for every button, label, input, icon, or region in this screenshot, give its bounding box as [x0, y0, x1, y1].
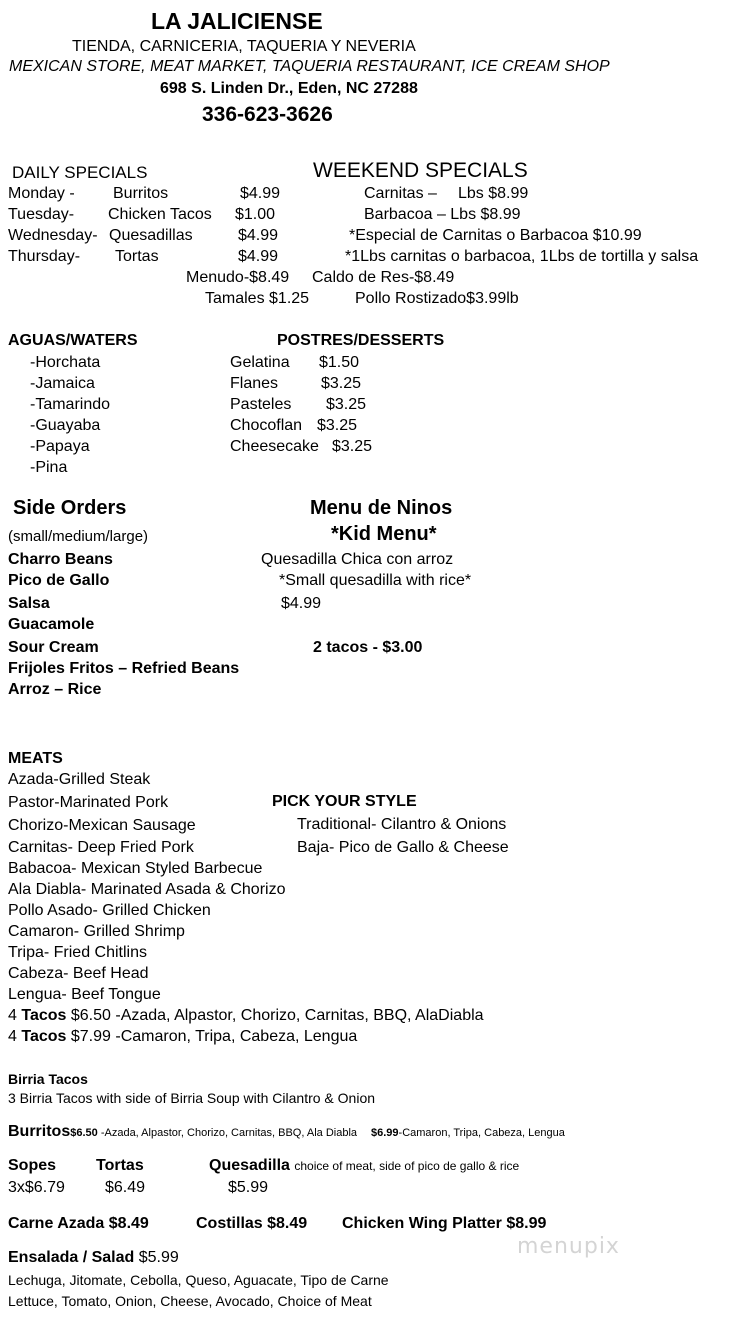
- pollo-rostizado: Pollo Rostizado$3.99lb: [355, 290, 519, 307]
- sopes-label: Sopes: [8, 1157, 57, 1174]
- list-item: Frijoles Fritos – Refried Beans: [8, 660, 240, 677]
- kids-menu-title: Menu de Ninos: [310, 497, 453, 519]
- ensalada-title: Ensalada / Salad: [8, 1249, 135, 1266]
- dessert-price: $3.25: [321, 375, 362, 392]
- list-item: Azada-Grilled Steak: [8, 771, 151, 788]
- tacos-word: Tacos: [21, 1028, 67, 1045]
- list-item: -Jamaica: [30, 375, 95, 392]
- carne-azada-platter: Carne Azada $8.49: [8, 1215, 149, 1232]
- quesadilla-desc: choice of meat, side of pico de gallo & rice: [294, 1159, 520, 1173]
- side-orders-title: Side Orders: [13, 497, 127, 519]
- list-item: Pollo Asado- Grilled Chicken: [8, 902, 211, 919]
- list-item: Pastor-Marinated Pork: [8, 794, 169, 811]
- burritos-price-1: $6.50: [70, 1127, 98, 1139]
- kids-item-price: $4.99: [281, 595, 322, 612]
- list-item: Lengua- Beef Tongue: [8, 986, 161, 1003]
- list-item: Pico de Gallo: [8, 572, 110, 589]
- list-item: Sour Cream: [8, 639, 99, 656]
- spanish-tagline: TIENDA, CARNICERIA, TAQUERIA Y NEVERIA: [72, 38, 416, 55]
- style-traditional: Traditional- Cilantro & Onions: [297, 816, 507, 833]
- quesadilla-price: $5.99: [228, 1179, 269, 1196]
- tacos-count: 4: [8, 1007, 17, 1024]
- kids-menu-subtitle: *Kid Menu*: [331, 523, 437, 545]
- tamales: Tamales $1.25: [205, 290, 310, 307]
- kids-item-english: *Small quesadilla with rice*: [279, 572, 472, 589]
- tacos-count: 4: [8, 1028, 17, 1045]
- weekend-barbacoa: Barbacoa – Lbs $8.99: [364, 206, 521, 223]
- weekend-carnitas-price: Lbs $8.99: [458, 185, 529, 202]
- list-item: Babacoa- Mexican Styled Barbecue: [8, 860, 263, 877]
- tacos-detail: $6.50 -Azada, Alpastor, Chorizo, Carnitas, BBQ, AlaDiabla: [70, 1007, 484, 1024]
- weekend-especial-detail: *1Lbs carnitas o barbacoa, 1Lbs de tortilla y salsa: [345, 248, 699, 265]
- special-day: Thursday-: [8, 248, 81, 265]
- burritos-price-2: $6.99: [371, 1127, 399, 1139]
- list-item: Chorizo-Mexican Sausage: [8, 817, 196, 834]
- special-item: Tortas: [115, 248, 159, 265]
- birria-desc: 3 Birria Tacos with side of Birria Soup with Cilantro & Onion: [8, 1090, 376, 1106]
- burritos-list-1: -Azada, Alpastor, Chorizo, Carnitas, BBQ, Ala Diabla: [100, 1127, 358, 1139]
- dessert-price: $3.25: [332, 438, 373, 455]
- list-item: -Tamarindo: [30, 396, 111, 413]
- special-day: Monday -: [8, 185, 75, 202]
- dessert-name: Cheesecake: [230, 438, 319, 455]
- tacos-word: Tacos: [21, 1007, 67, 1024]
- list-item: Ala Diabla- Marinated Asada & Chorizo: [8, 881, 286, 898]
- list-item: Cabeza- Beef Head: [8, 965, 149, 982]
- list-item: -Pina: [30, 459, 68, 476]
- ensalada-spanish: Lechuga, Jitomate, Cebolla, Queso, Aguacate, Tipo de Carne: [8, 1272, 389, 1288]
- sopes-price: 3x$6.79: [8, 1179, 65, 1196]
- tacos-detail: $7.99 -Camaron, Tripa, Cabeza, Lengua: [70, 1028, 358, 1045]
- burritos-title: Burritos: [8, 1123, 71, 1140]
- ensalada-english: Lettuce, Tomato, Onion, Cheese, Avocado, Choice of Meat: [8, 1293, 372, 1309]
- meats-title: MEATS: [8, 750, 63, 767]
- list-item: -Guayaba: [30, 417, 101, 434]
- pick-style-title: PICK YOUR STYLE: [272, 793, 417, 810]
- tacos-price-line-2: [8, 1029, 357, 1045]
- daily-specials-title: DAILY SPECIALS: [12, 163, 148, 182]
- dessert-name: Flanes: [230, 375, 279, 392]
- style-baja: Baja- Pico de Gallo & Cheese: [297, 839, 509, 856]
- burritos-list-2: -Camaron, Tripa, Cabeza, Lengua: [398, 1127, 565, 1139]
- list-item: Charro Beans: [8, 551, 113, 568]
- list-item: Arroz – Rice: [8, 681, 102, 698]
- special-item: Burritos: [113, 185, 169, 202]
- birria-title: Birria Tacos: [8, 1071, 88, 1087]
- ensalada-price: $5.99: [138, 1249, 179, 1266]
- dessert-price: $1.50: [319, 354, 360, 371]
- special-item: Chicken Tacos: [108, 206, 212, 223]
- dessert-name: Pasteles: [230, 396, 292, 413]
- side-orders-sizes: (small/medium/large): [8, 528, 149, 545]
- list-item: -Papaya: [30, 438, 90, 455]
- tortas-price: $6.49: [105, 1179, 146, 1196]
- aguas-title: AGUAS/WATERS: [8, 332, 138, 349]
- phone-number[interactable]: 336-623-3626: [202, 103, 333, 126]
- restaurant-name: LA JALICIENSE: [151, 8, 323, 34]
- address: 698 S. Linden Dr., Eden, NC 27288: [160, 80, 418, 97]
- dessert-price: $3.25: [326, 396, 367, 413]
- special-price: $4.99: [238, 248, 279, 265]
- postres-title: POSTRES/DESSERTS: [277, 332, 445, 349]
- ensalada-line: [8, 1250, 179, 1266]
- list-item: Tripa- Fried Chitlins: [8, 944, 147, 961]
- weekend-especial: *Especial de Carnitas o Barbacoa $10.99: [349, 227, 642, 244]
- quesadilla-line: [209, 1158, 519, 1174]
- dessert-name: Gelatina: [230, 354, 290, 371]
- dessert-name: Chocoflan: [230, 417, 303, 434]
- weekend-specials-title: WEEKEND SPECIALS: [313, 159, 528, 182]
- caldo-de-res: Caldo de Res-$8.49: [312, 269, 455, 286]
- burritos-line: [8, 1124, 565, 1140]
- special-item: Quesadillas: [109, 227, 193, 244]
- costillas-platter: Costillas $8.49: [196, 1215, 308, 1232]
- list-item: Carnitas- Deep Fried Pork: [8, 839, 194, 856]
- special-price: $4.99: [240, 185, 281, 202]
- tortas-label: Tortas: [96, 1157, 144, 1174]
- list-item: -Horchata: [30, 354, 101, 371]
- special-day: Wednesday-: [8, 227, 98, 244]
- kids-tacos: 2 tacos - $3.00: [313, 639, 423, 656]
- chicken-wing-platter: Chicken Wing Platter $8.99: [342, 1215, 547, 1232]
- menudo: Menudo-$8.49: [186, 269, 290, 286]
- dessert-price: $3.25: [317, 417, 358, 434]
- english-tagline: MEXICAN STORE, MEAT MARKET, TAQUERIA RESTAURANT, ICE CREAM SHOP: [9, 58, 610, 75]
- watermark-logo: menupix: [517, 1234, 620, 1259]
- special-price: $4.99: [238, 227, 279, 244]
- list-item: Salsa: [8, 595, 50, 612]
- kids-item: Quesadilla Chica con arroz: [261, 551, 454, 568]
- special-price: $1.00: [235, 206, 276, 223]
- special-day: Tuesday-: [8, 206, 75, 223]
- weekend-carnitas: Carnitas –: [364, 185, 437, 202]
- list-item: Guacamole: [8, 616, 95, 633]
- tacos-price-line-1: [8, 1008, 484, 1024]
- quesadilla-label: Quesadilla: [209, 1157, 290, 1174]
- list-item: Camaron- Grilled Shrimp: [8, 923, 185, 940]
